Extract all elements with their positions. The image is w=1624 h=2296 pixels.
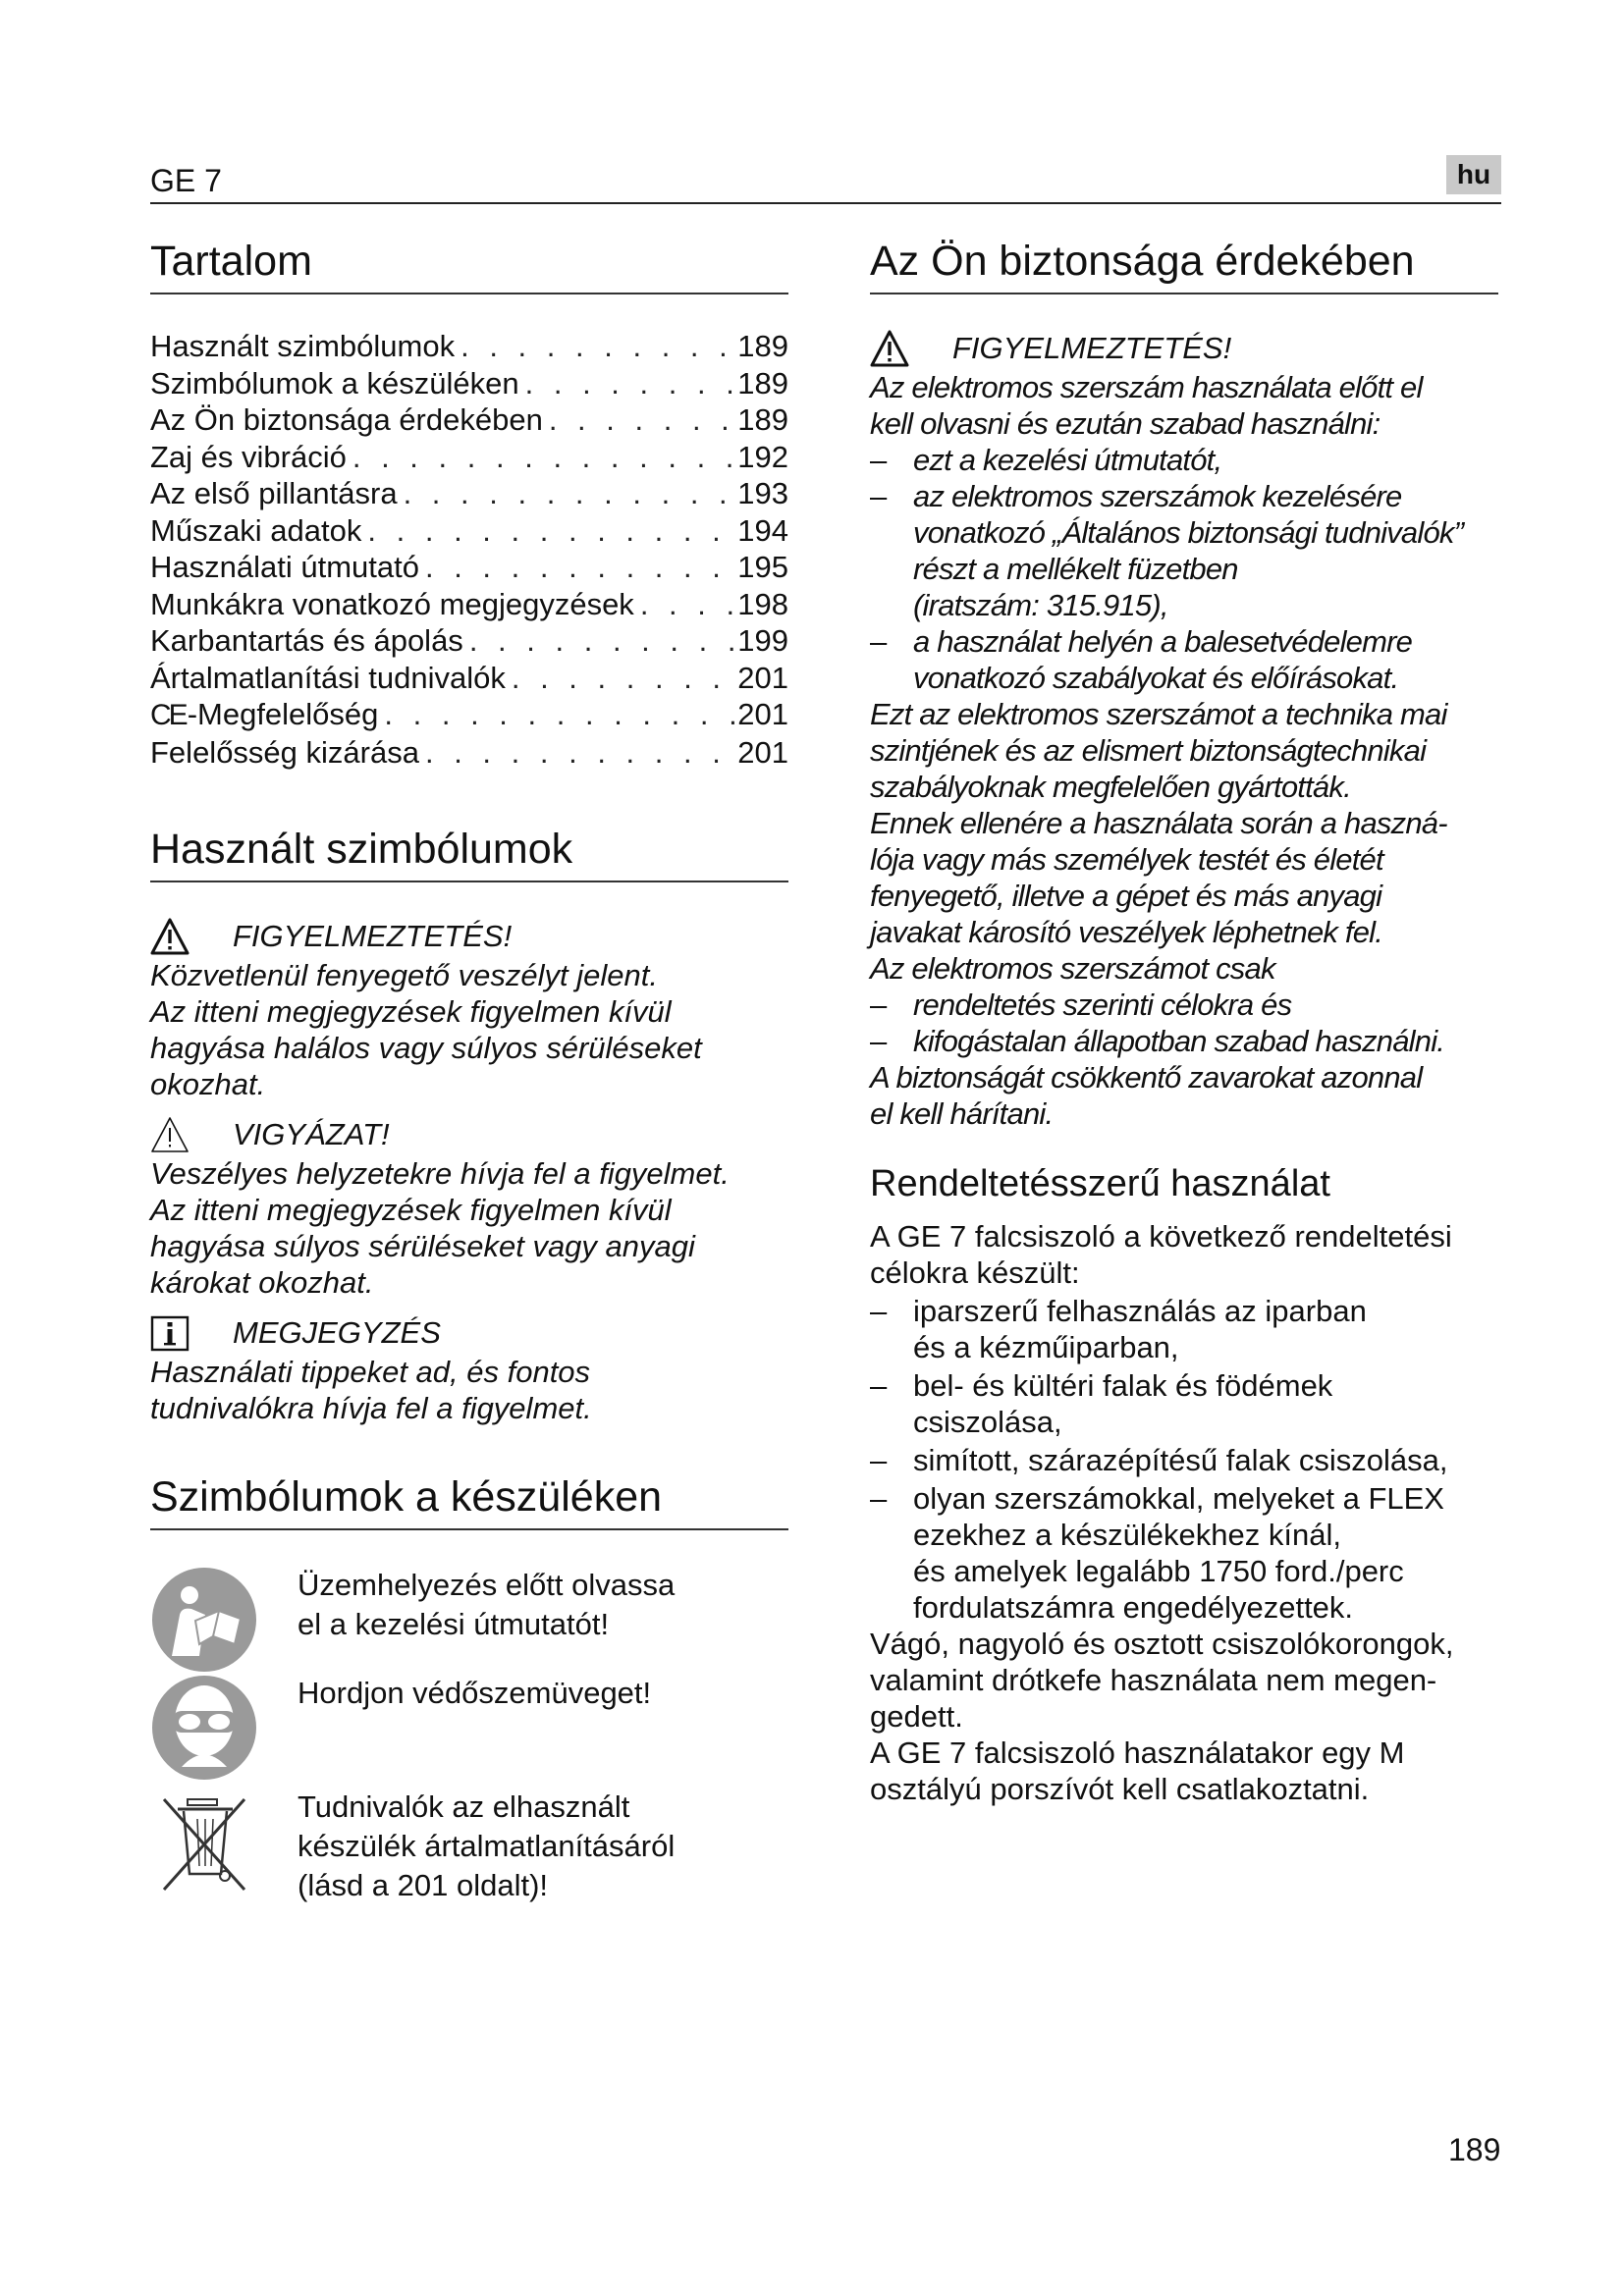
toc-leader xyxy=(347,439,737,476)
toc-entry-page: 189 xyxy=(737,402,788,437)
note-label: MEGJEGYZÉS xyxy=(233,1315,441,1350)
toc-entry[interactable] xyxy=(150,734,788,772)
toc-leader xyxy=(455,328,737,365)
toc-entry-label: Ártalmatlanítási tudnivalók xyxy=(150,660,506,695)
text-line: – kifogástalan állapotban szabad használni. xyxy=(913,1024,1445,1058)
text-line: – az elektromos szerszámok kezelésére xyxy=(913,479,1402,513)
toc-entry[interactable] xyxy=(150,622,788,660)
note-notice-head xyxy=(150,1314,788,1352)
intended-use-title: Rendeltetésszerű használat xyxy=(870,1163,1330,1204)
toc-entry-label: Használati útmutató xyxy=(150,550,419,584)
toc-entry-label: -Megfelelőség xyxy=(187,697,379,731)
text-line: csiszolása, xyxy=(913,1405,1062,1439)
toc-entry[interactable] xyxy=(150,512,788,550)
list-item xyxy=(870,442,1518,478)
safety-documents-list xyxy=(870,442,1518,696)
toc-entry-page: 201 xyxy=(737,660,788,695)
text-line: fordulatszámra engedélyezettek. xyxy=(913,1590,1354,1625)
goggles-icon xyxy=(150,1674,258,1782)
toc-entry-label: Karbantartás és ápolás xyxy=(150,623,463,658)
language-badge: hu xyxy=(1446,155,1501,194)
toc-entry-page: 189 xyxy=(737,365,788,400)
toc-leader xyxy=(361,512,737,550)
toc-entry-page: 192 xyxy=(737,439,788,474)
text-line: és a kézműiparban, xyxy=(913,1330,1179,1364)
toc-entry[interactable] xyxy=(150,365,788,402)
intended-use-vacuum xyxy=(870,1735,1518,1807)
toc-leader xyxy=(419,734,737,772)
list-item xyxy=(870,1480,1518,1626)
page-number: 189 xyxy=(1448,2132,1501,2167)
toc-entry-label: Felelősség kizárása xyxy=(150,734,419,770)
ce-mark: CE xyxy=(150,699,186,731)
list-item xyxy=(870,1367,1518,1440)
safety-warning-head xyxy=(870,330,1518,367)
text-line: – olyan szerszámokkal, melyeket a FLEX xyxy=(913,1481,1444,1516)
text-line: Ennek ellenére a használata során a haszná- xyxy=(870,806,1447,840)
toc-entry-label: Munkákra vonatkozó megjegyzések xyxy=(150,586,634,621)
used-symbols-title: Használt szimbólumok xyxy=(150,824,788,882)
toc-entry[interactable] xyxy=(150,439,788,476)
list-item xyxy=(870,1293,1518,1365)
safety-intro xyxy=(870,369,1518,442)
safety-closing xyxy=(870,1059,1518,1132)
toc-leader xyxy=(506,660,737,697)
text-line: gedett. xyxy=(870,1699,963,1734)
text-line: tudnivalókra hívja fel a figyelmet. xyxy=(150,1391,592,1425)
safety-middle xyxy=(870,696,1518,987)
read-manual-icon xyxy=(150,1566,258,1674)
toc-title: Tartalom xyxy=(150,236,788,294)
list-item xyxy=(870,1023,1518,1059)
symbol-description xyxy=(298,1674,759,1713)
toc-entry-page: 201 xyxy=(737,734,788,770)
toc-entry[interactable] xyxy=(150,586,788,623)
safety-warning-label: FIGYELMEZTETÉS! xyxy=(952,331,1232,365)
text-line: fenyegető, illetve a gépet és más anyagi xyxy=(870,879,1382,913)
text-line: javakat károsító veszélyek léphetnek fel. xyxy=(870,915,1383,949)
safety-title: Az Ön biztonsága érdekében xyxy=(870,236,1498,294)
text-line: osztályú porszívót kell csatlakoztatni. xyxy=(870,1772,1370,1806)
warning-triangle-icon xyxy=(150,918,189,955)
toc-entry-page: 198 xyxy=(737,586,788,621)
text-line: vonatkozó szabályokat és előírásokat. xyxy=(913,661,1399,695)
info-icon xyxy=(150,1314,189,1352)
list-item xyxy=(870,478,1518,623)
text-line: Közvetlenül fenyegető veszélyt jelent. xyxy=(150,958,658,992)
symbol-description xyxy=(298,1788,759,1905)
text-line: A biztonságát csökkentő zavarokat azonnal xyxy=(870,1060,1423,1095)
caution-notice xyxy=(150,1116,788,1301)
text-line: célokra készült: xyxy=(870,1255,1080,1290)
toc-entry[interactable] xyxy=(150,401,788,439)
toc-entry[interactable] xyxy=(150,328,788,365)
warning-triangle-icon xyxy=(870,330,909,367)
toc-entry[interactable] xyxy=(150,660,788,697)
toc-entry[interactable] xyxy=(150,696,788,734)
intended-use-intro xyxy=(870,1218,1518,1291)
toc-entry-page: 199 xyxy=(737,623,788,658)
left-column xyxy=(150,236,788,1905)
caution-notice-head xyxy=(150,1116,788,1153)
symbol-description xyxy=(298,1566,759,1644)
text-line: – iparszerű felhasználás az iparban xyxy=(913,1294,1367,1328)
text-line: (lásd a 201 oldalt)! xyxy=(298,1868,549,1902)
symbol-row-goggles xyxy=(150,1674,788,1782)
text-line: el kell hárítani. xyxy=(870,1096,1054,1131)
right-column xyxy=(870,236,1518,1807)
text-line: Az itteni megjegyzések figyelmen kívül xyxy=(150,1193,672,1227)
text-line: Veszélyes helyzetekre hívja fel a figyelmet. xyxy=(150,1156,730,1191)
toc-leader xyxy=(543,401,737,439)
list-item xyxy=(870,1442,1518,1478)
toc-entry-page: 194 xyxy=(737,512,788,548)
text-line: (iratszám: 315.915), xyxy=(913,588,1168,622)
text-line: A GE 7 falcsiszoló a következő rendeltetési xyxy=(870,1219,1452,1254)
toc-entry-label: Az első pillantásra xyxy=(150,476,398,510)
safety-conditions-list xyxy=(870,987,1518,1059)
text-line: – bel- és kültéri falak és födémek xyxy=(913,1368,1333,1403)
text-line: Az elektromos szerszámot csak xyxy=(870,951,1275,986)
text-line: Ezt az elektromos szerszámot a technika mai xyxy=(870,697,1447,731)
text-line: Az itteni megjegyzések figyelmen kívül xyxy=(150,994,672,1029)
text-line: Hordjon védőszemüveget! xyxy=(298,1676,652,1710)
symbol-row-disposal xyxy=(150,1788,788,1905)
text-line: – simított, szárazépítésű falak csiszolása, xyxy=(913,1443,1448,1477)
text-line: részt a mellékelt füzetben xyxy=(913,552,1238,586)
caution-triangle-icon xyxy=(150,1116,189,1153)
caution-text xyxy=(150,1155,788,1301)
text-line: szabályoknak megfelelően gyártották. xyxy=(870,770,1351,804)
text-line: valamint drótkefe használata nem megen- xyxy=(870,1663,1437,1697)
toc-entry-label: Az Ön biztonsága érdekében xyxy=(150,402,543,437)
toc-entry-label: Műszaki adatok xyxy=(150,512,362,548)
note-notice xyxy=(150,1314,788,1426)
warning-label: FIGYELMEZTETÉS! xyxy=(233,919,513,953)
toc-entry-page: 201 xyxy=(737,697,788,731)
intended-use-list xyxy=(870,1293,1518,1626)
warning-notice xyxy=(150,918,788,1102)
warning-notice-head xyxy=(150,918,788,955)
text-line: károkat okozhat. xyxy=(150,1265,374,1300)
toc-leader xyxy=(419,549,737,586)
toc-entry-label: Használt szimbólumok xyxy=(150,329,456,363)
text-line: – rendeltetés szerinti célokra és xyxy=(913,988,1292,1022)
toc-entry-page: 193 xyxy=(737,476,788,510)
symbol-row-manual xyxy=(150,1566,788,1674)
text-line: Üzemhelyezés előtt olvassa xyxy=(298,1568,676,1602)
note-text xyxy=(150,1354,788,1426)
text-line: – a használat helyén a balesetvédelemre xyxy=(913,624,1413,659)
toc-leader xyxy=(463,622,737,660)
text-line: hagyása súlyos sérüléseket vagy anyagi xyxy=(150,1229,695,1263)
text-line: Tudnivalók az elhasznált xyxy=(298,1789,630,1824)
text-line: és amelyek legalább 1750 ford./perc xyxy=(913,1554,1404,1588)
text-line: Az elektromos szerszám használata előtt el xyxy=(870,370,1423,404)
text-line: el a kezelési útmutatót! xyxy=(298,1607,610,1641)
toc-entry-label: Zaj és vibráció xyxy=(150,439,347,474)
text-line: Használati tippeket ad, és fontos xyxy=(150,1355,591,1389)
crossed-bin-icon xyxy=(150,1788,258,1896)
model-name: GE 7 xyxy=(150,163,222,198)
text-line: Vágó, nagyoló és osztott csiszolókorongok, xyxy=(870,1627,1454,1661)
toc-entry[interactable] xyxy=(150,549,788,586)
text-line: kell olvasni és ezután szabad használni: xyxy=(870,406,1380,441)
text-line: készülék ártalmatlanításáról xyxy=(298,1829,676,1863)
warning-text xyxy=(150,957,788,1102)
list-item xyxy=(870,623,1518,696)
device-symbols-title: Szimbólumok a készüléken xyxy=(150,1471,788,1530)
toc-leader xyxy=(634,586,737,623)
text-line: vonatkozó „Általános biztonsági tudnivalók” xyxy=(913,515,1464,550)
text-line: – ezt a kezelési útmutatót, xyxy=(913,443,1222,477)
caution-label: VIGYÁZAT! xyxy=(233,1117,390,1151)
text-line: ezekhez a készülékekhez kínál, xyxy=(913,1518,1341,1552)
toc-entry[interactable] xyxy=(150,475,788,512)
toc-entry-page: 189 xyxy=(737,329,788,363)
toc-leader xyxy=(378,696,737,733)
text-line: szintjének és az elismert biztonságtechnikai xyxy=(870,733,1427,768)
table-of-contents xyxy=(150,328,788,771)
list-item xyxy=(870,987,1518,1023)
text-line: lója vagy más személyek testét és életét xyxy=(870,842,1383,877)
text-line: A GE 7 falcsiszoló használatakor egy M xyxy=(870,1735,1405,1770)
text-line: okozhat. xyxy=(150,1067,266,1101)
toc-leader xyxy=(398,475,738,512)
text-line: hagyása halálos vagy súlyos sérüléseket xyxy=(150,1031,702,1065)
header-divider xyxy=(150,202,1501,204)
toc-entry-label: Szimbólumok a készüléken xyxy=(150,365,519,400)
toc-leader xyxy=(519,365,738,402)
toc-entry-page: 195 xyxy=(737,550,788,584)
intended-use-restrictions xyxy=(870,1626,1518,1735)
